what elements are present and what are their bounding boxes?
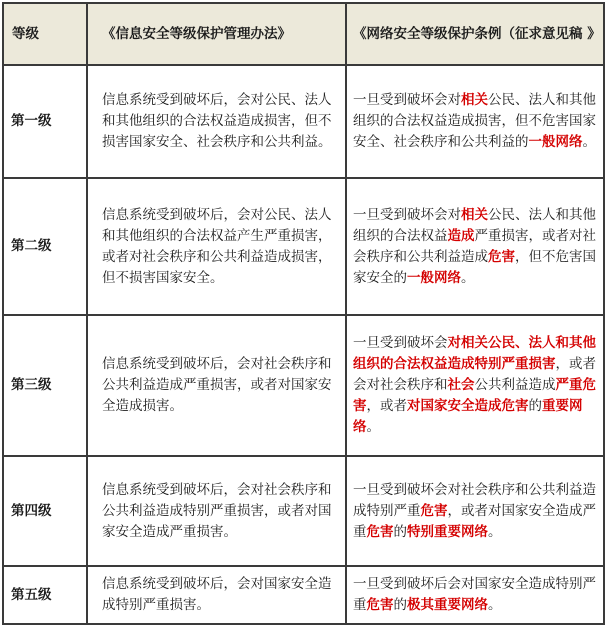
regulation-text: ，或者会对社会秩序和 <box>353 356 596 393</box>
regulation-text: 。 <box>582 134 596 150</box>
regulation-text: 。 <box>488 523 502 540</box>
regulation-text: ，或者 <box>366 398 407 414</box>
old-regulation-cell: 信息系统受到破坏后，会对公民、法人和其他组织的合法权益产生严重损害，或者对社会秩序和公共利益造成损害，但不损害国家安全。 <box>87 178 346 315</box>
highlighted-text: 危害 <box>366 597 394 613</box>
regulation-text: 一旦受到破坏会对 <box>353 92 461 108</box>
regulation-text: 的 <box>393 597 407 613</box>
highlighted-text: 相关 <box>461 92 488 108</box>
highlighted-text: 危害 <box>420 502 448 519</box>
regulation-text: 公共利益造成 <box>474 377 556 393</box>
new-regulation-cell <box>346 566 604 624</box>
level-cell: 第一级 <box>3 65 87 178</box>
level-cell: 第二级 <box>3 178 87 315</box>
old-regulation-cell: 信息系统受到破坏后，会对社会秩序和公共利益造成特别严重损害，或者对国家安全造成严重损害。 <box>87 456 346 566</box>
table-row <box>3 65 604 178</box>
regulation-text: 严重损害，或者对社会秩序和公共利益造成 <box>353 227 596 265</box>
highlighted-text: 极其重要网络 <box>407 597 488 613</box>
highlighted-text: 造成 <box>447 227 475 244</box>
highlighted-text: 相关 <box>461 206 488 223</box>
level-cell: 第五级 <box>3 566 87 624</box>
highlighted-text: 危害 <box>366 523 394 540</box>
header-row <box>3 3 604 65</box>
header-level: 等级 <box>3 3 87 65</box>
regulation-text: 公民、法人和其他组织的合法权益造成损害，但不危害国家安全、社会秩序和公共利益的 <box>353 92 596 150</box>
new-regulation-cell <box>346 178 604 315</box>
new-regulation-cell <box>346 456 604 566</box>
highlighted-text: 对相关公民、法人和其他组织的合法权益造成特别严重损害 <box>353 335 596 372</box>
highlighted-text: 一般网络 <box>407 269 461 286</box>
comparison-table <box>2 2 605 625</box>
highlighted-text: 社会 <box>447 377 475 393</box>
regulation-text: 。 <box>461 269 475 286</box>
regulation-text: ，但不危害国家安全的 <box>353 248 596 286</box>
highlighted-text: 特别重要网络 <box>407 523 488 540</box>
regulation-text: 公民、法人和其他组织的合法权益 <box>353 206 596 244</box>
header-new-regulation: 《网络安全等级保护条例（征求意见稿 》 <box>346 3 604 65</box>
new-regulation-cell <box>346 315 604 456</box>
regulation-text: 的 <box>393 523 407 540</box>
highlighted-text: 严重危害 <box>353 377 596 414</box>
level-cell: 第四级 <box>3 456 87 566</box>
table-row <box>3 456 604 566</box>
regulation-text: 一旦受到破坏后会对国家安全造成特别严重 <box>353 576 596 613</box>
regulation-text: 。 <box>488 597 502 613</box>
table-row <box>3 178 604 315</box>
level-cell: 第三级 <box>3 315 87 456</box>
highlighted-text: 危害 <box>488 248 515 265</box>
regulation-text: 一旦受到破坏会 <box>353 335 448 351</box>
old-regulation-cell: 信息系统受到破坏后，会对国家安全造成特别严重损害。 <box>87 566 346 624</box>
header-old-regulation: 《信息安全等级保护管理办法》 <box>87 3 346 65</box>
table-row <box>3 315 604 456</box>
highlighted-text: 重要网络 <box>353 398 583 435</box>
table-row <box>3 566 604 624</box>
regulation-text: 。 <box>366 419 380 435</box>
regulation-text: 一旦受到破坏会对社会秩序和公共利益造成特别严重 <box>353 481 596 519</box>
regulation-text: ，或者对国家安全造成严重 <box>353 502 596 540</box>
new-regulation-cell <box>346 65 604 178</box>
highlighted-text: 对国家安全造成危害 <box>407 398 529 414</box>
highlighted-text: 一般网络 <box>528 134 583 150</box>
regulation-text: 的 <box>528 398 542 414</box>
old-regulation-cell: 信息系统受到破坏后，会对社会秩序和公共利益造成严重损害，或者对国家安全造成损害。 <box>87 315 346 456</box>
old-regulation-cell: 信息系统受到破坏后，会对公民、法人和其他组织的合法权益造成损害，但不损害国家安全、社会秩序和公共利益。 <box>87 65 346 178</box>
regulation-text: 一旦受到破坏会对 <box>353 206 461 223</box>
